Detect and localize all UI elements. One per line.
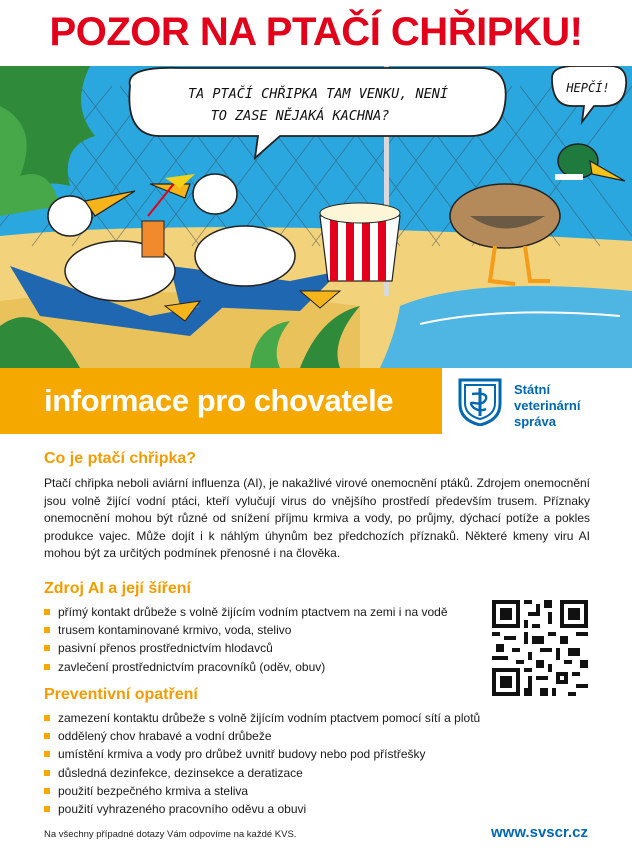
list-item bbox=[44, 764, 590, 782]
logo-line-2: veterinární bbox=[514, 398, 581, 413]
bullet-square-icon bbox=[44, 609, 50, 615]
svs-logo-icon bbox=[458, 378, 502, 431]
list-item bbox=[44, 800, 590, 818]
website-link[interactable]: www.svscr.cz bbox=[490, 824, 588, 841]
list-item-text: přímý kontakt drůbeže s volně žijícím vodním ptactvem na zemi i na vodě bbox=[58, 605, 448, 619]
list-item-text: použití bezpečného krmiva a steliva bbox=[58, 783, 249, 798]
bullet-square-icon bbox=[44, 788, 50, 794]
page-title: POZOR NA PTAČÍ CHŘIPKU! bbox=[49, 10, 583, 54]
footer-note: Na všechny případné dotazy Vám odpovíme na každé KVS. bbox=[44, 829, 297, 840]
section-heading-what-is: Co je ptačí chřipka? bbox=[44, 450, 197, 467]
prevention-list bbox=[44, 709, 590, 818]
list-item-text: důsledná dezinfekce, dezinsekce a deratizace bbox=[58, 765, 303, 780]
bullet-square-icon bbox=[44, 770, 50, 776]
bullet-square-icon bbox=[44, 806, 50, 812]
qr-code[interactable] bbox=[492, 600, 588, 701]
list-item bbox=[44, 603, 484, 621]
list-item-text: trusem kontaminované krmivo, voda, stelivo bbox=[58, 623, 292, 638]
list-item bbox=[44, 621, 484, 639]
cartoon-illustration bbox=[0, 66, 632, 368]
speech-bubble-sneeze: HEPČÍ! bbox=[566, 81, 610, 95]
section-heading-prevention: Preventivní opatření bbox=[44, 686, 198, 703]
list-item-text: umístění krmiva a vody pro drůbež uvnitř budovy nebo pod přístřešky bbox=[58, 747, 426, 762]
source-list bbox=[44, 603, 484, 676]
bullet-square-icon bbox=[44, 627, 50, 633]
bullet-square-icon bbox=[44, 645, 50, 651]
list-item-text: oddělený chov hrabavé a vodní drůbeže bbox=[58, 729, 272, 744]
list-item-text: zavlečení prostřednictvím pracovníků (oděv, obuv) bbox=[58, 659, 326, 674]
bullet-square-icon bbox=[44, 751, 50, 757]
list-item bbox=[44, 639, 484, 657]
speech-bubble-main-line1: TA PTAČÍ CHŘIPKA TAM VENKU, NENÍ bbox=[187, 86, 449, 102]
banner-text: informace pro chovatele bbox=[44, 383, 394, 418]
list-item-text: pasivní přenos prostřednictvím hlodavců bbox=[58, 641, 273, 656]
list-item-text: zamezení kontaktu drůbeže s volně žijícím vodním ptactvem pomocí sítí a plotů bbox=[58, 711, 481, 725]
list-item bbox=[44, 745, 590, 763]
list-item-text: použití vyhrazeného pracovního oděvu a obuvi bbox=[58, 802, 307, 817]
list-item bbox=[44, 658, 484, 676]
logo-line-3: správa bbox=[514, 414, 556, 429]
svs-logo-text bbox=[514, 382, 580, 430]
list-item bbox=[44, 782, 590, 800]
bullet-square-icon bbox=[44, 715, 50, 721]
list-item bbox=[44, 727, 590, 745]
logo-line-1: Státní bbox=[514, 382, 551, 397]
section-heading-source: Zdroj AI a její šíření bbox=[44, 580, 191, 597]
bullet-square-icon bbox=[44, 664, 50, 670]
bullet-square-icon bbox=[44, 733, 50, 739]
list-item bbox=[44, 709, 590, 727]
section-text-what-is: Ptačí chřipka neboli aviární influenza (AI), je nakažlivé virové onemocnění ptáků. Zdrojem onemocnění jsou volně žijící vodní ptáci, kteří vylučují virus do vnějšího prostředí především trusem. Příznaky onemocnění mohou být různé od snížení příjmu krmiva a vody, po průjmy, dýchací potíže a pokles produkce vajec. Může dojít i k náhlým úhynům bez předchozích příznaků. Některé kmeny viru AI mohou být za určitých podmínek přenosné i na člověka. bbox=[44, 476, 590, 561]
speech-bubble-main-line2: TO ZASE NĚJAKÁ KACHNA? bbox=[210, 108, 390, 124]
